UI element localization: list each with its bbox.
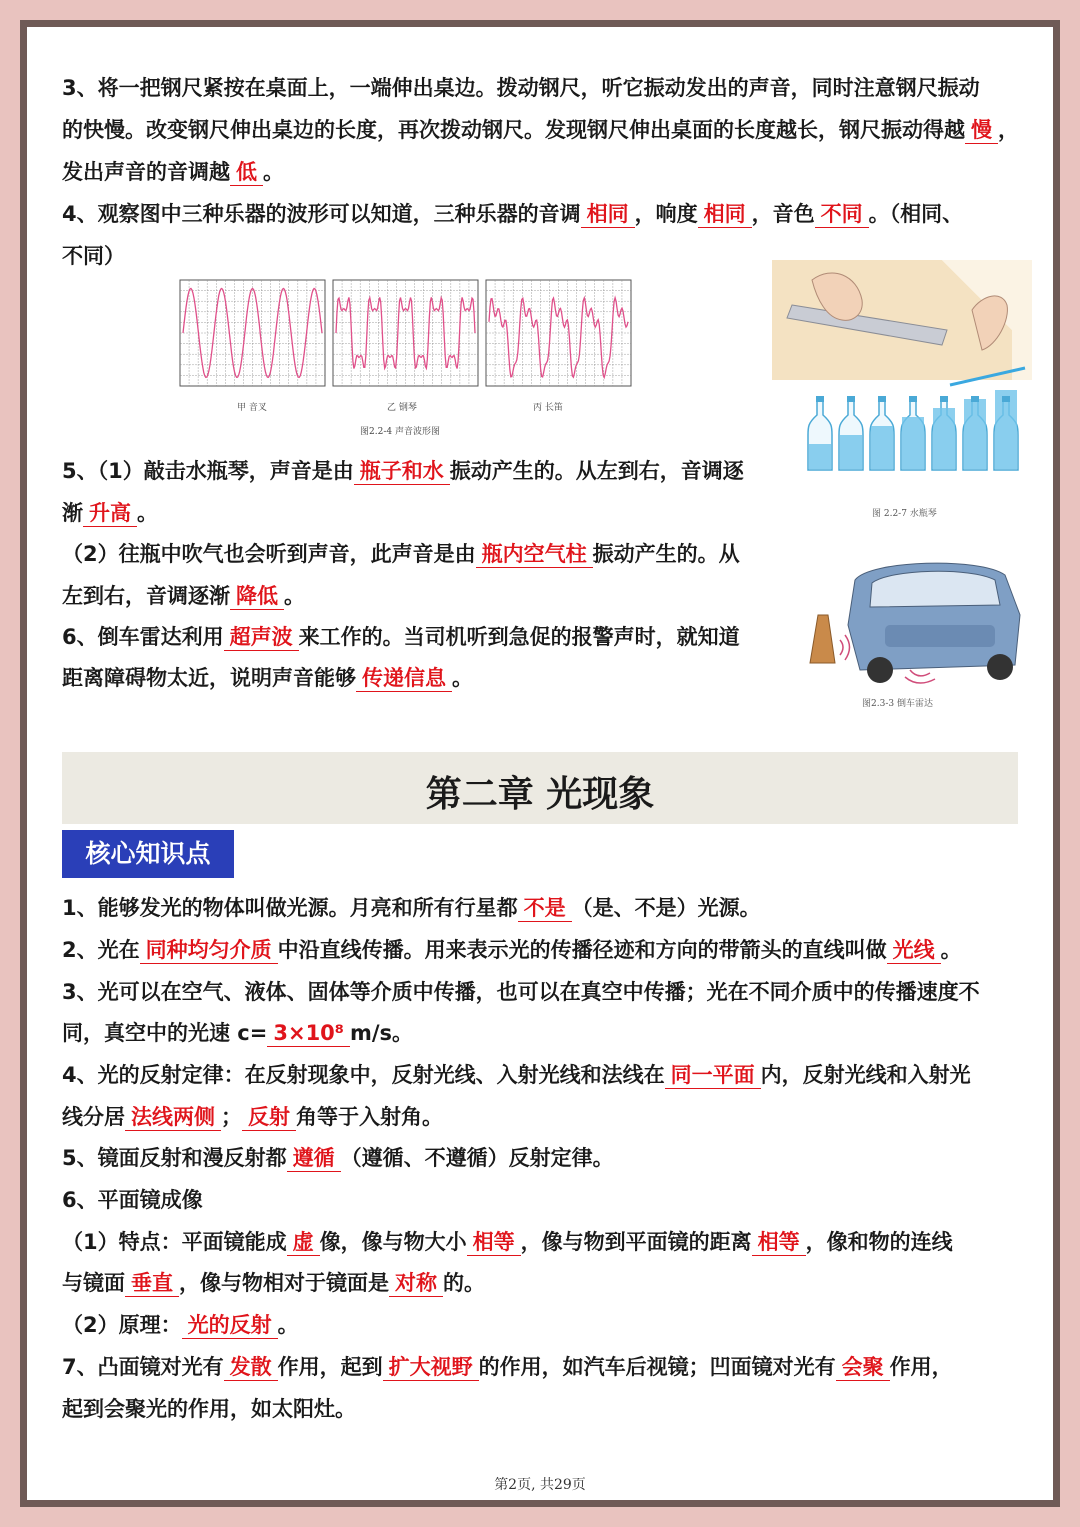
text-run: 作用，起到 (277, 1355, 383, 1379)
answer-blank: 降低 (230, 583, 284, 610)
text-line (62, 581, 305, 611)
text-line (62, 893, 761, 923)
answer-blank: 相同 (581, 201, 635, 228)
car-caption: 图2.3-3 倒车雷达 (862, 699, 933, 709)
text-run: ，像与物相对于镜面是 (179, 1271, 389, 1295)
text-run: 同，真空中的光速 c= (62, 1021, 268, 1045)
text-run: 1、能够发光的物体叫做光源。月亮和所有行星都 (62, 896, 518, 920)
text-run: 起到会聚光的作用，如太阳灶。 (62, 1397, 356, 1421)
answer-blank: 3×10⁸ (267, 1020, 350, 1047)
bottle-water (902, 417, 924, 469)
answer-blank: 瓶内空气柱 (476, 541, 593, 568)
answer-blank: 发散 (224, 1354, 278, 1381)
text-run: （2）往瓶中吹气也会听到声音，此声音是由 (62, 542, 476, 566)
text-line (62, 1018, 413, 1048)
text-line (62, 1185, 203, 1215)
steel-ruler-photo (772, 260, 1032, 380)
text-run: ， (998, 118, 1019, 142)
text-run: 不同） (62, 244, 125, 268)
answer-blank: 扩大视野 (383, 1354, 479, 1381)
text-run: （1）特点：平面镜能成 (62, 1230, 287, 1254)
text-line (62, 456, 744, 486)
text-run: ，响度 (634, 202, 698, 226)
text-run: 6、倒车雷达利用 (62, 625, 224, 649)
answer-blank: 遵循 (287, 1145, 341, 1172)
text-run: 2、光在 (62, 938, 140, 962)
answer-blank: 垂直 (125, 1270, 179, 1297)
answer-blank: 法线两侧 (125, 1104, 221, 1131)
text-run: 振动产生的。从左到右，音调逐 (449, 459, 744, 483)
text-run: 角等于入射角。 (296, 1105, 443, 1129)
text-run: 。 (277, 1313, 299, 1337)
answer-blank: 传递信息 (356, 665, 452, 692)
bottles-caption: 图 2.2-7 水瓶琴 (872, 509, 937, 519)
answer-blank: 相等 (752, 1229, 806, 1256)
text-run: m/s。 (350, 1021, 414, 1045)
text-run: 的。 (443, 1271, 485, 1295)
answer-blank: 升高 (83, 500, 137, 527)
text-line (62, 977, 980, 1007)
answer-blank: 虚 (287, 1229, 320, 1256)
text-line (62, 1268, 485, 1298)
answer-blank: 慢 (965, 117, 998, 144)
text-run: 。 (263, 160, 284, 184)
text-line (62, 241, 125, 271)
text-run: ，像和物的连线 (805, 1230, 953, 1254)
answer-blank: 光的反射 (182, 1312, 278, 1339)
text-line (62, 663, 473, 693)
bottle-water (871, 426, 893, 469)
page-footer: 第2页, 共29页 (494, 1477, 586, 1493)
text-line (62, 539, 740, 569)
bottle-water (809, 444, 831, 469)
text-line (62, 1060, 971, 1090)
text-run: 振动产生的。从 (592, 542, 740, 566)
answer-blank: 不同 (815, 201, 869, 228)
bottle-water (964, 399, 986, 469)
answer-blank: 对称 (389, 1270, 443, 1297)
text-run: 7、凸面镜对光有 (62, 1355, 224, 1379)
bottle-water (933, 408, 955, 469)
chapter-title: 第二章 光现象 (425, 774, 655, 815)
chapter-header (62, 752, 1018, 824)
answer-blank: 同一平面 (665, 1062, 761, 1089)
waveform-label-b: 乙 钢琴 (387, 403, 417, 413)
core-knowledge-badge: 核心知识点 (62, 830, 234, 878)
text-run: （是、不是）光源。 (571, 896, 761, 920)
text-run: 渐 (62, 501, 83, 525)
text-run: 。（相同、 (868, 202, 964, 226)
traffic-cone-icon (810, 615, 835, 663)
text-line (62, 1310, 299, 1340)
text-run: 。 (137, 501, 158, 525)
text-run: 6、平面镜成像 (62, 1188, 203, 1212)
text-run: 发出声音的音调越 (62, 160, 230, 184)
text-line (62, 1352, 953, 1382)
text-line (62, 73, 980, 103)
text-run: 作用， (889, 1355, 953, 1379)
text-run: 。 (452, 666, 473, 690)
text-line (62, 622, 740, 652)
text-line (62, 199, 963, 229)
text-run: 5、（1）敲击水瓶琴，声音是由 (62, 459, 354, 483)
text-line (62, 1394, 356, 1424)
text-line (62, 1143, 614, 1173)
text-line (62, 935, 962, 965)
text-run: 来工作的。当司机听到急促的报警声时，就知道 (298, 625, 740, 649)
text-run: 中沿直线传播。用来表示光的传播径迹和方向的带箭头的直线叫做 (277, 938, 887, 962)
waveform-figure (175, 278, 635, 443)
text-line (62, 498, 158, 528)
answer-blank: 低 (230, 159, 263, 186)
waveform-label-a: 甲 音叉 (237, 403, 267, 413)
answer-blank: 光线 (887, 937, 941, 964)
bottle-water (840, 435, 862, 469)
text-line (62, 1227, 953, 1257)
text-line (62, 115, 1019, 145)
waveform-label-c: 丙 长笛 (533, 403, 563, 413)
text-run: 3、光可以在空气、液体、固体等介质中传播，也可以在真空中传播；光在不同介质中的传播速度不 (62, 980, 980, 1004)
text-run: （遵循、不遵循）反射定律。 (340, 1146, 614, 1170)
text-run: （2）原理： (62, 1313, 182, 1337)
text-run: 的快慢。改变钢尺伸出桌边的长度，再次拨动钢尺。发现钢尺伸出桌面的长度越长，钢尺振动得越 (62, 118, 965, 142)
answer-blank: 相同 (698, 201, 752, 228)
text-run: 内，反射光线和入射光 (760, 1063, 971, 1087)
text-run: ，音色 (751, 202, 815, 226)
text-run: ； (221, 1105, 242, 1129)
text-run: 4、光的反射定律：在反射现象中，反射光线、入射光线和法线在 (62, 1063, 665, 1087)
reversing-radar-photo (800, 555, 1030, 690)
answer-blank: 反射 (242, 1104, 296, 1131)
answer-blank: 不是 (518, 895, 572, 922)
answer-blank: 超声波 (224, 624, 299, 651)
text-line (62, 1102, 443, 1132)
text-run: 3、将一把钢尺紧按在桌面上，一端伸出桌边。拨动钢尺，听它振动发出的声音，同时注意钢尺振动 (62, 76, 980, 100)
text-run: 与镜面 (62, 1271, 125, 1295)
text-run: ，像与物到平面镜的距离 (520, 1230, 752, 1254)
text-run: 5、镜面反射和漫反射都 (62, 1146, 287, 1170)
text-run: 。 (284, 584, 305, 608)
text-run: 的作用，如汽车后视镜；凹面镜对光有 (478, 1355, 836, 1379)
text-line (62, 157, 284, 187)
text-run: 像，像与物大小 (319, 1230, 467, 1254)
mallet-icon (950, 368, 1025, 385)
text-run: 距离障碍物太近，说明声音能够 (62, 666, 356, 690)
text-run: 。 (940, 938, 962, 962)
text-run: 4、观察图中三种乐器的波形可以知道，三种乐器的音调 (62, 202, 581, 226)
answer-blank: 相等 (467, 1229, 521, 1256)
answer-blank: 同种均匀介质 (140, 937, 278, 964)
water-bottles-photo (800, 365, 1030, 505)
answer-blank: 会聚 (836, 1354, 890, 1381)
text-run: 左到右，音调逐渐 (62, 584, 230, 608)
waveform-caption: 图2.2-4 声音波形图 (360, 427, 440, 437)
answer-blank: 瓶子和水 (354, 458, 450, 485)
text-run: 线分居 (62, 1105, 125, 1129)
